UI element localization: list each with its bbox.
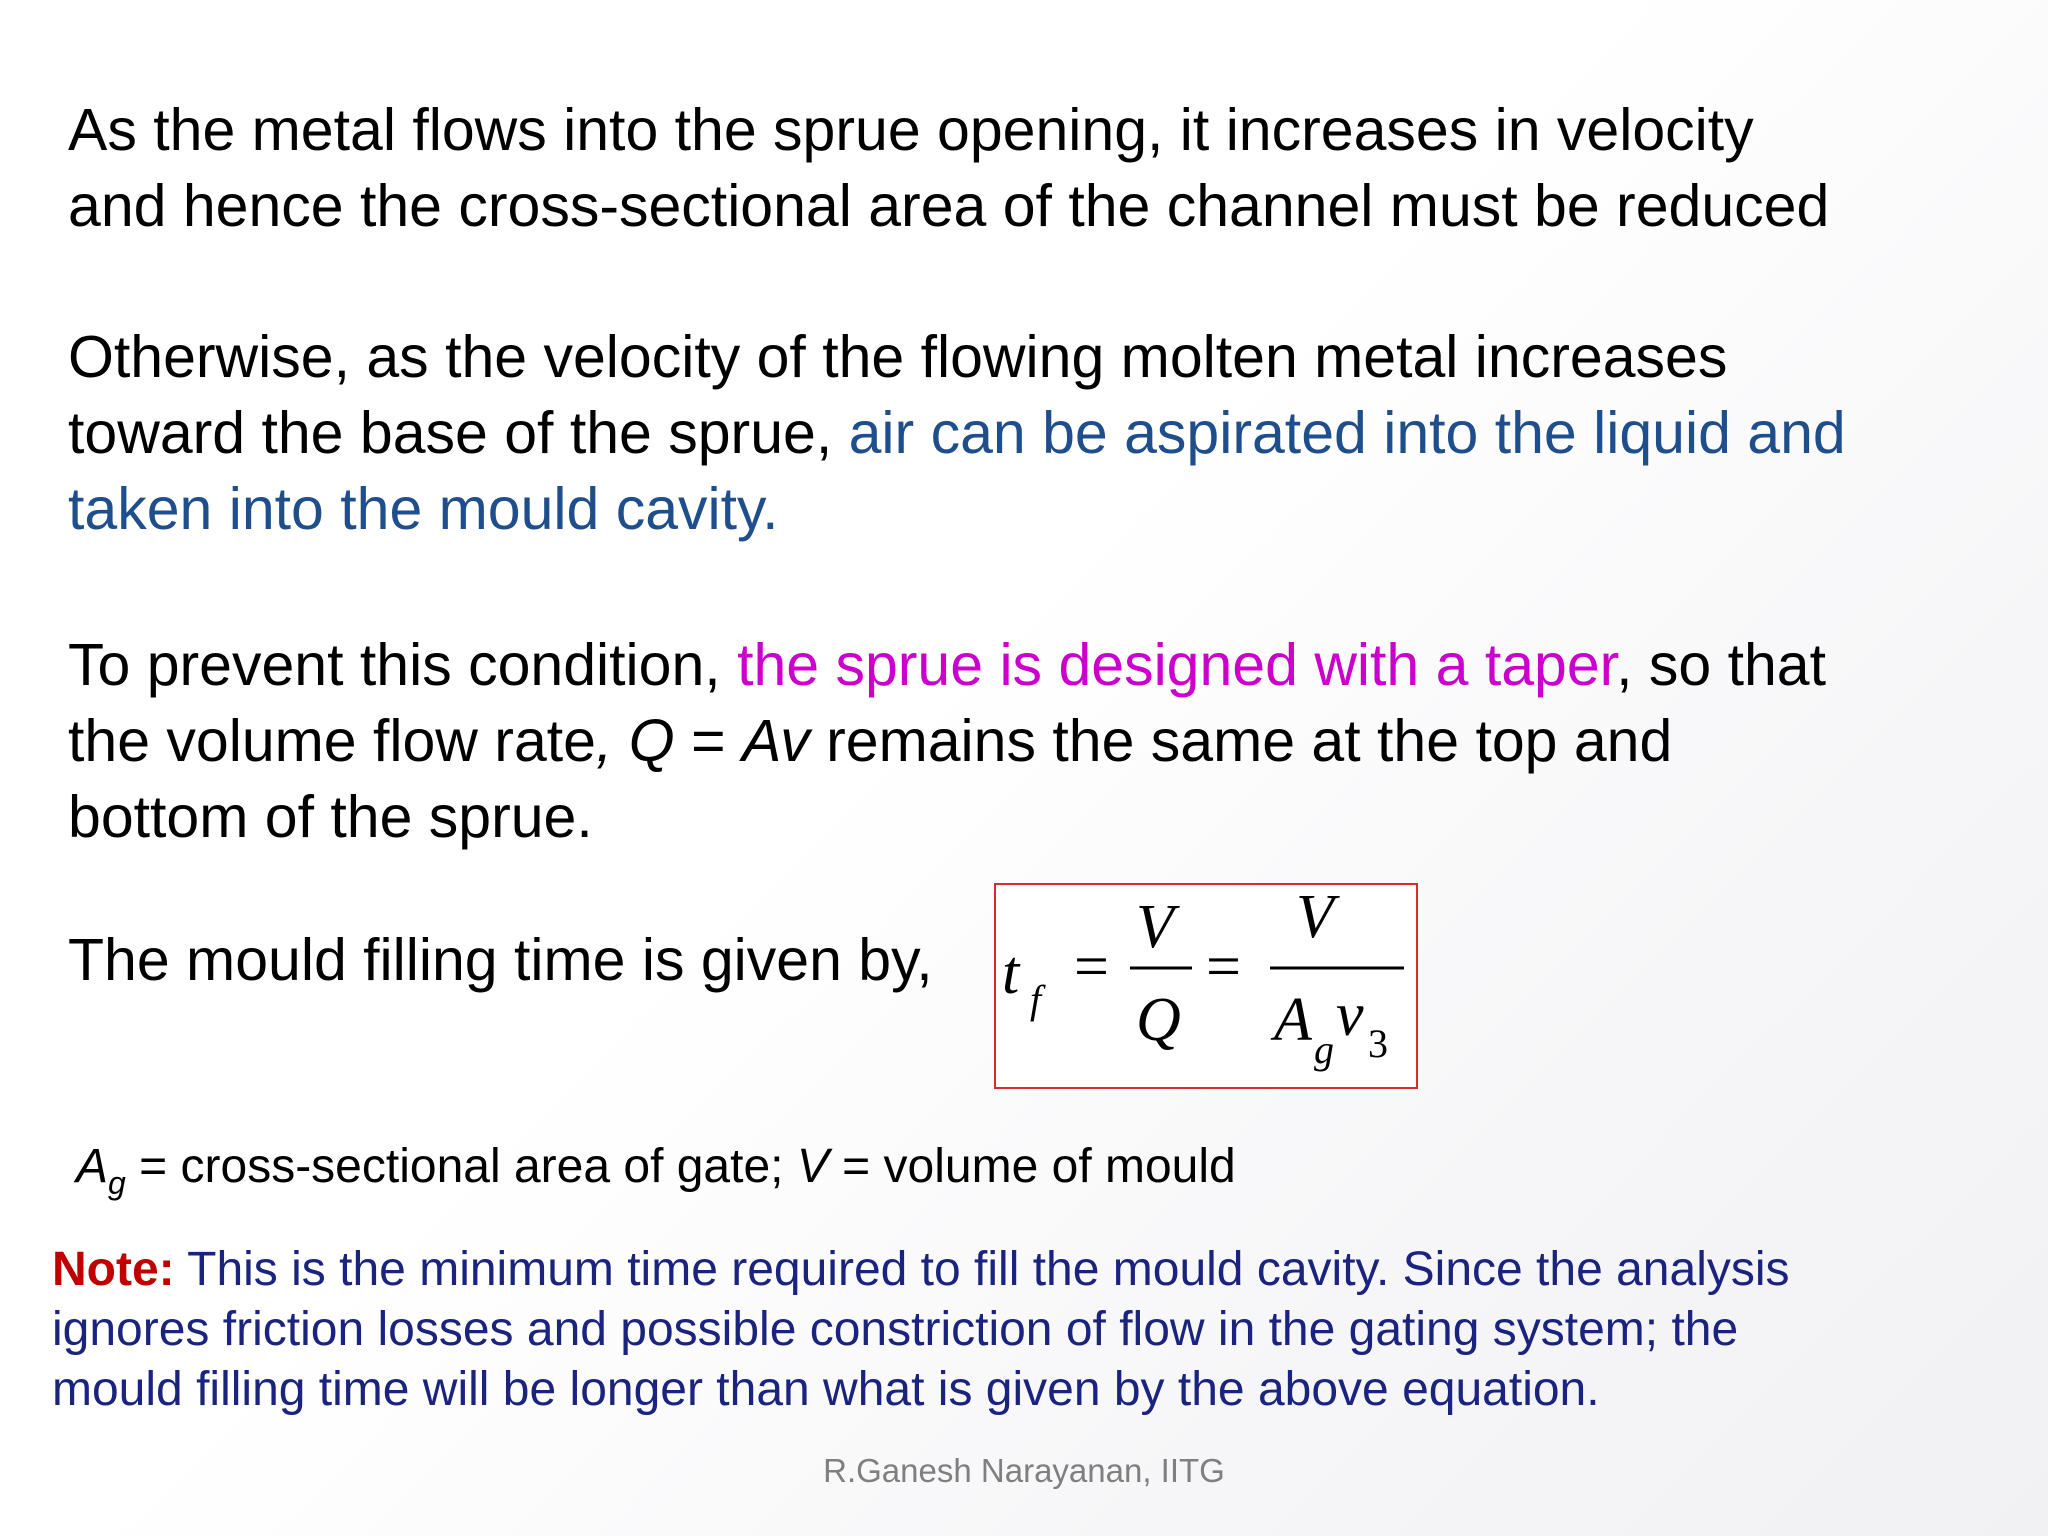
- equation-graphic: [996, 885, 1416, 1087]
- eq-equals-2: =: [1206, 933, 1241, 1001]
- flow-rate-equals: =: [674, 708, 742, 774]
- note-label: Note:: [52, 1243, 175, 1296]
- eq-equals-1: =: [1074, 933, 1109, 1001]
- flow-rate-symbol: Q: [612, 708, 675, 774]
- note-block: [52, 1240, 1790, 1420]
- eq-3-subscript: 3: [1368, 1021, 1388, 1066]
- eq-numerator-v1: V: [1136, 893, 1174, 961]
- paragraph-taper: [68, 627, 1826, 855]
- eq-numerator-v2: V: [1296, 885, 1334, 951]
- paragraph-aspiration-line1: Otherwise, as the velocity of the flowing molten metal increases: [68, 324, 1728, 390]
- note-line3: mould filling time will be longer than what is given by the above equation.: [52, 1363, 1600, 1416]
- aspiration-highlight-a: air can be aspirated into the liquid and: [848, 400, 1846, 466]
- aspiration-highlight-b: taken into the mould cavity.: [68, 476, 779, 542]
- paragraph-aspiration-line2: toward the base of the sprue,: [68, 400, 849, 466]
- variable-legend: [76, 1137, 1236, 1201]
- paragraph-velocity-line1: As the metal flows into the sprue opening, it increases in velocity: [68, 97, 1754, 163]
- taper-highlight: the sprue is designed with a taper: [737, 632, 1617, 698]
- note-line2: ignores friction losses and possible constriction of flow in the gating system; the: [52, 1303, 1739, 1356]
- legend-a-symbol: A: [76, 1140, 109, 1193]
- eq-denominator-a: A: [1274, 986, 1312, 1054]
- legend-part1: = cross-sectional area of gate;: [125, 1140, 797, 1193]
- paragraph-aspiration: [68, 319, 1846, 547]
- legend-v-symbol: V: [796, 1140, 829, 1193]
- taper-line1-plain: To prevent this condition,: [68, 632, 738, 698]
- paragraph-velocity: [68, 92, 1829, 244]
- filling-time-intro: The mould filling time is given by,: [68, 927, 933, 993]
- eq-f-subscript: f: [1030, 977, 1042, 1022]
- taper-line2-pre: the volume flow rate: [68, 708, 596, 774]
- taper-line2-post: remains the same at the top and: [809, 708, 1673, 774]
- eq-denominator-q: Q: [1136, 986, 1181, 1054]
- paragraph-velocity-line2: and hence the cross-sectional area of the channel must be reduced: [68, 173, 1830, 239]
- taper-line1-tail: , so that: [1616, 632, 1826, 698]
- taper-line3: bottom of the sprue.: [68, 784, 593, 850]
- flow-rate-expression: Av: [741, 708, 810, 774]
- eq-denominator-v: v: [1336, 981, 1364, 1049]
- legend-part2: = volume of mould: [828, 1140, 1236, 1193]
- legend-g-subscript: g: [108, 1165, 126, 1201]
- eq-g-subscript: g: [1314, 1027, 1334, 1072]
- taper-comma: ,: [595, 708, 613, 774]
- note-line1: This is the minimum time required to fill the mould cavity. Since the analysis: [174, 1243, 1790, 1296]
- footer-credit: R.Ganesh Narayanan, IITG: [823, 1452, 1225, 1489]
- eq-t: t: [1002, 939, 1020, 1007]
- filling-time-equation: [994, 883, 1418, 1089]
